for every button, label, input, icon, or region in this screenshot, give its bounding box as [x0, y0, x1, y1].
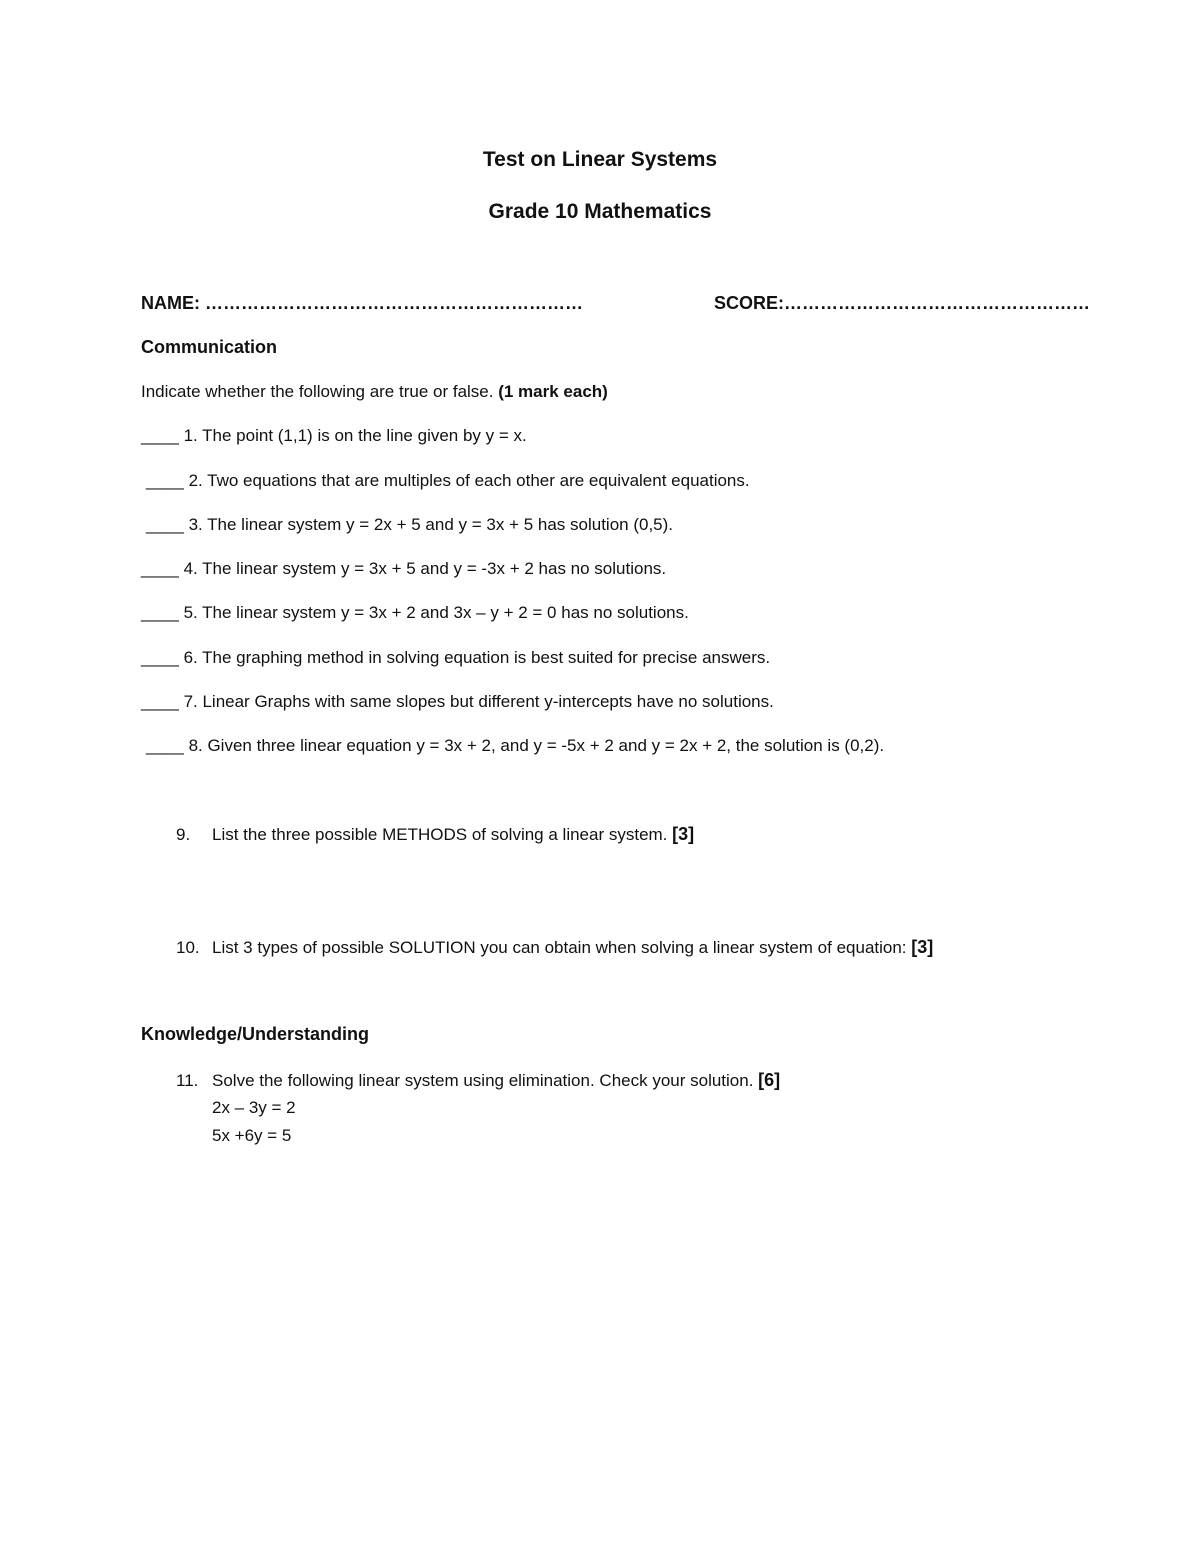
- equation-1: 2x – 3y = 2: [212, 1098, 296, 1117]
- question-text: 3. The linear system y = 2x + 5 and y = 3x + 5 has solution (0,5).: [188, 515, 674, 534]
- question-text: 2. Two equations that are multiples of each other are equivalent equations.: [188, 471, 750, 490]
- answer-blank[interactable]: ____: [141, 692, 179, 711]
- list-item: [141, 649, 770, 666]
- instruction-marks: (1 mark each): [498, 382, 608, 401]
- section-heading-communication: Communication: [141, 337, 278, 357]
- name-field[interactable]: NAME: ………………………………………………………: [141, 293, 583, 313]
- list-item: [141, 693, 774, 710]
- list-item: [146, 472, 750, 489]
- question-text: 6. The graphing method in solving equation is best suited for precise answers.: [183, 648, 771, 667]
- question-9: [176, 825, 694, 843]
- answer-blank[interactable]: ____: [146, 515, 184, 534]
- list-item: [146, 516, 673, 533]
- question-text: 8. Given three linear equation y = 3x + 2, and y = -5x + 2 and y = 2x + 2, the solution is (0,2).: [188, 736, 885, 755]
- page-title: Test on Linear Systems: [482, 148, 718, 171]
- answer-blank[interactable]: ____: [141, 559, 179, 578]
- instruction: [141, 383, 608, 400]
- question-10: [176, 938, 933, 956]
- answer-blank[interactable]: ____: [141, 426, 179, 445]
- page-subtitle: Grade 10 Mathematics: [488, 200, 712, 223]
- answer-blank[interactable]: ____: [141, 603, 179, 622]
- question-text: List 3 types of possible SOLUTION you can obtain when solving a linear system of equation:: [212, 938, 907, 957]
- list-item: [146, 737, 884, 754]
- question-text: 7. Linear Graphs with same slopes but different y-intercepts have no solutions.: [183, 692, 774, 711]
- answer-blank[interactable]: ____: [146, 471, 184, 490]
- question-text: 5. The linear system y = 3x + 2 and 3x – y + 2 = 0 has no solutions.: [183, 603, 689, 622]
- answer-blank[interactable]: ____: [141, 648, 179, 667]
- question-number: 9.: [176, 825, 191, 844]
- equation-2: 5x +6y = 5: [212, 1126, 292, 1145]
- list-item: [141, 427, 527, 444]
- list-item: [141, 560, 666, 577]
- section-heading-knowledge: Knowledge/Understanding: [141, 1024, 370, 1044]
- question-text: Solve the following linear system using elimination. Check your solution.: [212, 1071, 754, 1090]
- score-field[interactable]: SCORE:……………………………………………: [714, 293, 1091, 313]
- question-marks: [3]: [672, 824, 695, 844]
- question-text: List the three possible METHODS of solving a linear system.: [212, 825, 668, 844]
- list-item: [141, 604, 689, 621]
- question-text: 4. The linear system y = 3x + 5 and y = -3x + 2 has no solutions.: [183, 559, 667, 578]
- answer-blank[interactable]: ____: [146, 736, 184, 755]
- question-marks: [6]: [758, 1070, 781, 1090]
- question-marks: [3]: [911, 937, 934, 957]
- question-number: 11.: [176, 1071, 199, 1090]
- question-number: 10.: [176, 938, 200, 957]
- question-text: 1. The point (1,1) is on the line given by y = x.: [183, 426, 527, 445]
- instruction-text: Indicate whether the following are true or false.: [141, 382, 494, 401]
- question-11: [176, 1071, 780, 1089]
